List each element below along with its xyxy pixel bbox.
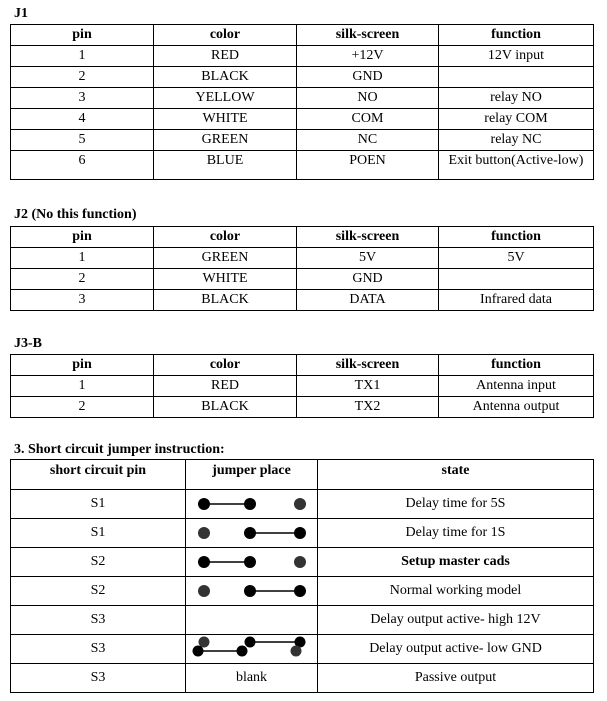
j1-title: J1	[14, 6, 28, 21]
cell-function: Antenna output	[439, 397, 594, 418]
cell-state: Delay output active- low GND	[318, 635, 594, 664]
cell-function: Infrared data	[439, 290, 594, 311]
cell-pin: 2	[11, 269, 154, 290]
jumper-right-diagram	[192, 579, 312, 603]
header-silk-screen: silk-screen	[297, 355, 439, 376]
cell-function: 5V	[439, 248, 594, 269]
jumper-title: 3. Short circuit jumper instruction:	[14, 442, 225, 457]
jumper-table	[10, 459, 594, 693]
table-row	[11, 248, 594, 269]
cell-color: YELLOW	[154, 88, 297, 109]
cell-silk-screen: POEN	[297, 151, 439, 180]
cell-short-circuit-pin: S2	[11, 577, 186, 606]
cell-color: BLUE	[154, 151, 297, 180]
cell-short-circuit-pin: S1	[11, 519, 186, 548]
cell-silk-screen: 5V	[297, 248, 439, 269]
table-header-row	[11, 460, 594, 490]
table-header-row	[11, 227, 594, 248]
jumper-pin-2	[244, 585, 256, 597]
cell-pin: 4	[11, 109, 154, 130]
cell-function: relay NO	[439, 88, 594, 109]
cell-function	[439, 67, 594, 88]
jumper-pin-top-1	[198, 637, 209, 648]
header-pin: pin	[11, 227, 154, 248]
j2-title: J2 (No this function)	[14, 207, 137, 222]
table-row	[11, 290, 594, 311]
jumper-pin-3	[294, 498, 306, 510]
cell-color: BLACK	[154, 397, 297, 418]
jumper-pin-bottom-3	[290, 646, 301, 657]
cell-short-circuit-pin: S3	[11, 635, 186, 664]
j3-table	[10, 354, 594, 418]
header-pin: pin	[11, 25, 154, 46]
header-color: color	[154, 25, 297, 46]
jumper-pin-2	[244, 498, 256, 510]
cell-function: Antenna input	[439, 376, 594, 397]
cell-color: BLACK	[154, 67, 297, 88]
table-header-row	[11, 25, 594, 46]
header-jumper-place: jumper place	[186, 460, 318, 490]
j2-table	[10, 226, 594, 311]
cell-silk-screen: +12V	[297, 46, 439, 67]
cell-state: Delay time for 5S	[318, 490, 594, 519]
j1-table	[10, 24, 594, 180]
table-row	[11, 67, 594, 88]
table-row	[11, 577, 594, 606]
cell-color: WHITE	[154, 109, 297, 130]
table-row	[11, 664, 594, 693]
cell-pin: 1	[11, 46, 154, 67]
cell-silk-screen: GND	[297, 67, 439, 88]
cell-silk-screen: DATA	[297, 290, 439, 311]
cell-function: relay COM	[439, 109, 594, 130]
jumper-pin-1	[198, 585, 210, 597]
header-short-circuit-pin: short circuit pin	[11, 460, 186, 490]
cell-pin: 2	[11, 67, 154, 88]
jumper-pin-3	[294, 585, 306, 597]
cell-state: Delay time for 1S	[318, 519, 594, 548]
cell-silk-screen: TX1	[297, 376, 439, 397]
cell-jumper-place	[186, 548, 318, 577]
cell-jumper-place	[186, 490, 318, 519]
cell-function: relay NC	[439, 130, 594, 151]
cell-silk-screen: NC	[297, 130, 439, 151]
jumper-pin-3	[294, 556, 306, 568]
table-row	[11, 130, 594, 151]
jumper-cross-diagram	[192, 636, 312, 662]
cell-color: GREEN	[154, 130, 297, 151]
cell-color: RED	[154, 376, 297, 397]
header-pin: pin	[11, 355, 154, 376]
cell-pin: 2	[11, 397, 154, 418]
cell-state: Passive output	[318, 664, 594, 693]
jumper-right-diagram	[192, 521, 312, 545]
table-row	[11, 490, 594, 519]
cell-short-circuit-pin: S2	[11, 548, 186, 577]
cell-jumper-place	[186, 577, 318, 606]
cell-short-circuit-pin: S3	[11, 664, 186, 693]
cell-pin: 1	[11, 248, 154, 269]
cell-silk-screen: GND	[297, 269, 439, 290]
header-function: function	[439, 227, 594, 248]
cell-short-circuit-pin: S3	[11, 606, 186, 635]
cell-pin: 3	[11, 290, 154, 311]
cell-pin: 3	[11, 88, 154, 109]
table-row	[11, 46, 594, 67]
header-silk-screen: silk-screen	[297, 25, 439, 46]
header-silk-screen: silk-screen	[297, 227, 439, 248]
cell-pin: 5	[11, 130, 154, 151]
cell-silk-screen: COM	[297, 109, 439, 130]
table-row	[11, 635, 594, 664]
jumper-pin-2	[244, 527, 256, 539]
cell-jumper-place	[186, 606, 318, 635]
jumper-left-diagram	[192, 492, 312, 516]
header-state: state	[318, 460, 594, 490]
cell-state: Normal working model	[318, 577, 594, 606]
cell-state: Delay output active- high 12V	[318, 606, 594, 635]
table-row	[11, 606, 594, 635]
table-row	[11, 109, 594, 130]
table-row	[11, 519, 594, 548]
table-row	[11, 88, 594, 109]
cell-jumper-place	[186, 635, 318, 664]
cell-short-circuit-pin: S1	[11, 490, 186, 519]
cell-jumper-place	[186, 519, 318, 548]
cell-color: BLACK	[154, 290, 297, 311]
table-header-row	[11, 355, 594, 376]
cell-color: GREEN	[154, 248, 297, 269]
jumper-pin-1	[198, 498, 210, 510]
cell-color: RED	[154, 46, 297, 67]
cell-pin: 1	[11, 376, 154, 397]
cell-silk-screen: NO	[297, 88, 439, 109]
header-function: function	[439, 355, 594, 376]
table-row	[11, 151, 594, 180]
header-function: function	[439, 25, 594, 46]
cell-color: WHITE	[154, 269, 297, 290]
jumper-pin-1	[198, 556, 210, 568]
jumper-pin-1	[198, 527, 210, 539]
table-row	[11, 397, 594, 418]
cell-silk-screen: TX2	[297, 397, 439, 418]
cell-jumper-place: blank	[186, 664, 318, 693]
table-row	[11, 376, 594, 397]
cell-function: Exit button(Active-low)	[439, 151, 594, 180]
cell-function	[439, 269, 594, 290]
jumper-pin-3	[294, 527, 306, 539]
jumper-pin-2	[244, 556, 256, 568]
header-color: color	[154, 355, 297, 376]
j3-title: J3-B	[14, 336, 42, 351]
cell-function: 12V input	[439, 46, 594, 67]
cell-pin: 6	[11, 151, 154, 180]
header-color: color	[154, 227, 297, 248]
jumper-left-diagram	[192, 550, 312, 574]
table-row	[11, 269, 594, 290]
cell-state: Setup master cads	[318, 548, 594, 577]
table-row	[11, 548, 594, 577]
